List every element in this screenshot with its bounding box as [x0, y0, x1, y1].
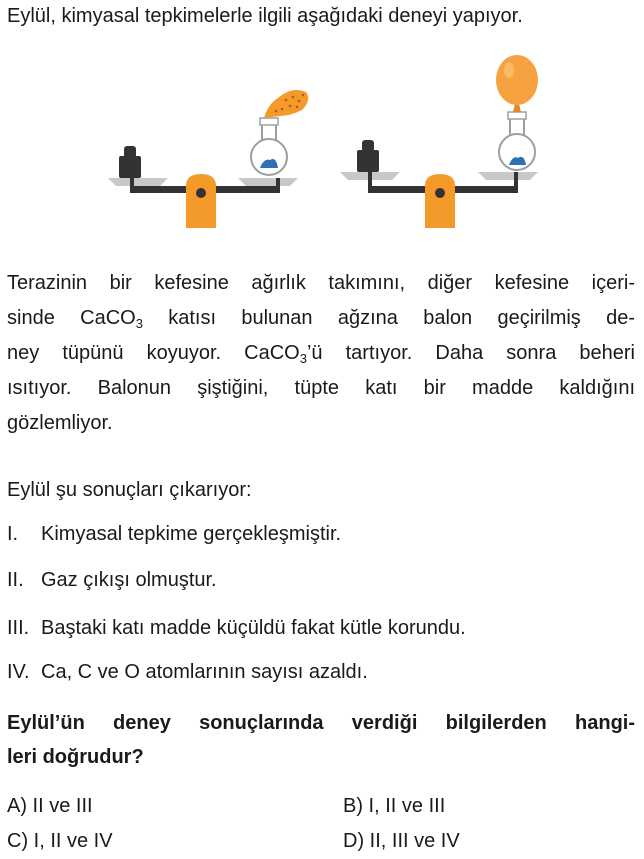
flask-icon-right: [499, 112, 535, 170]
left-balance: [108, 90, 308, 228]
weight-icon: [119, 146, 141, 178]
weight-icon-right: [357, 140, 379, 172]
deflated-balloon-icon: [264, 90, 308, 118]
conclusion-item: II. Gaz çıkışı olmuştur.: [7, 569, 217, 591]
right-balance: [340, 55, 538, 228]
left-balance-stand: [186, 174, 216, 228]
conclusion-item: I. Kimyasal tepkime gerçekleşmiştir.: [7, 523, 342, 545]
conclusion-item: III. Baştaki katı madde küçüldü fakat kütle korundu.: [7, 617, 466, 639]
flask-icon-left: [251, 118, 287, 175]
question-text: Eylül’ün deney sonuçlarında verdiği bilgilerden hangi- leri doğrudur?: [7, 712, 635, 768]
right-balance-stand: [425, 174, 455, 228]
experiment-illustration: [0, 0, 644, 240]
option-b[interactable]: B) I, II ve III: [343, 795, 446, 817]
option-d[interactable]: D) II, III ve IV: [343, 830, 460, 852]
conclusions-intro: Eylül şu sonuçları çıkarıyor:: [7, 479, 252, 501]
inflated-balloon-icon: [496, 55, 538, 112]
option-a[interactable]: A) II ve III: [7, 795, 93, 817]
option-c[interactable]: C) I, II ve IV: [7, 830, 113, 852]
experiment-paragraph: Terazinin bir kefesine ağırlık takımını, diğer kefesine içeri- sinde CaCO$_3$ katısı bulunan ağzına balon geçirilmiş de- ney tüpünü koyuyor. CaCO$_3$’ü tartıyor. Daha sonra beheri ısıtıyor. Balonun şiştiğini, tüpte katı bir madde kaldığını gözlemliyor.: [7, 272, 636, 434]
intro-text: Eylül, kimyasal tepkimelerle ilgili aşağıdaki deneyi yapıyor.: [7, 5, 523, 27]
paragraph-line: Terazinin bir kefesine ağırlık takımını, diğer kefesine içeri-: [7, 272, 635, 294]
conclusion-item: IV. Ca, C ve O atomlarının sayısı azaldı.: [7, 661, 368, 683]
